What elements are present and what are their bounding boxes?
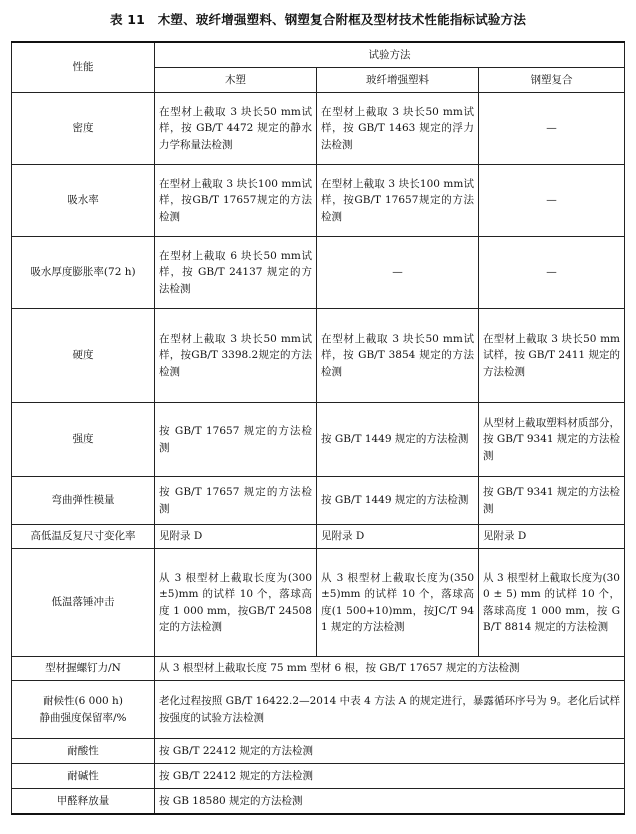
- table-row: [12, 739, 625, 764]
- test-method-table: [11, 41, 625, 815]
- steel-method-cell: —: [479, 237, 625, 309]
- property-cell: 强度: [12, 403, 155, 477]
- fiber-method-cell: 从 3 根型材上截取长度为(350±5)mm 的试样 10 个，落球高度(1 500+10)mm，按JC/T 941 规定的方法检测: [317, 549, 479, 657]
- property-cell: 耐酸性: [12, 739, 155, 764]
- property-cell: 吸水率: [12, 165, 155, 237]
- header-wood: 木塑: [155, 68, 317, 93]
- table-row: [12, 764, 625, 789]
- header-method: 试验方法: [155, 42, 625, 68]
- wood-method-cell: 按 GB/T 17657 规定的方法检测: [155, 403, 317, 477]
- table-row: [12, 309, 625, 403]
- header-fiber: 玻纤增强塑料: [317, 68, 479, 93]
- wood-method-cell: 按 GB/T 17657 规定的方法检测: [155, 477, 317, 525]
- wood-method-cell: 在型材上截取 6 块长50 mm试样，按 GB/T 24137 规定的方法检测: [155, 237, 317, 309]
- header-row-1: [12, 42, 625, 68]
- property-line: 耐候性(6 000 h): [43, 695, 123, 708]
- wood-method-cell: 在型材上截取 3 块长50 mm试样，按 GB/T 4472 规定的静水力学称量法检测: [155, 93, 317, 165]
- table-row: [12, 681, 625, 739]
- wood-method-cell: 从 3 根型材上截取长度为(300±5)mm 的试样 10 个，落球高度 1 000 mm，按GB/T 24508定的方法检测: [155, 549, 317, 657]
- fiber-method-cell: 在型材上截取 3 块长50 mm试样，按 GB/T 3854 规定的方法检测: [317, 309, 479, 403]
- property-cell: 高低温反复尺寸变化率: [12, 525, 155, 549]
- steel-method-cell: —: [479, 165, 625, 237]
- property-cell: [12, 681, 155, 739]
- steel-method-cell: 在型材上截取 3 块长50 mm 试样，按 GB/T 2411 规定的方法检测: [479, 309, 625, 403]
- fiber-method-cell: 在型材上截取 3 块长50 mm试样，按 GB/T 1463 规定的浮力法检测: [317, 93, 479, 165]
- wood-method-cell: 见附录 D: [155, 525, 317, 549]
- fiber-method-cell: —: [317, 237, 479, 309]
- property-cell: 型材握螺钉力/N: [12, 657, 155, 681]
- table-row: [12, 165, 625, 237]
- table-row: [12, 525, 625, 549]
- fiber-method-cell: 按 GB/T 1449 规定的方法检测: [317, 403, 479, 477]
- property-line: 静曲强度保留率/%: [39, 711, 127, 724]
- table-row: [12, 657, 625, 681]
- table-row: [12, 549, 625, 657]
- wood-method-cell: 在型材上截取 3 块长100 mm试样，按GB/T 17657规定的方法检测: [155, 165, 317, 237]
- property-cell: 甲醛释放量: [12, 789, 155, 814]
- property-cell: 密度: [12, 93, 155, 165]
- table-row: [12, 789, 625, 814]
- table-row: [12, 403, 625, 477]
- fiber-method-cell: 在型材上截取 3 块长100 mm试样，按GB/T 17657规定的方法检测: [317, 165, 479, 237]
- merged-method-cell: 按 GB 18580 规定的方法检测: [155, 789, 625, 814]
- wood-method-cell: 在型材上截取 3 块长50 mm试样，按GB/T 3398.2规定的方法检测: [155, 309, 317, 403]
- property-cell: 硬度: [12, 309, 155, 403]
- property-cell: 低温落锤冲击: [12, 549, 155, 657]
- merged-method-cell: 老化过程按照 GB/T 16422.2—2014 中表 4 方法 A 的规定进行，暴露循环序号为 9。老化后试样按强度的试验方法检测: [155, 681, 625, 739]
- steel-method-cell: 见附录 D: [479, 525, 625, 549]
- steel-method-cell: 按 GB/T 9341 规定的方法检测: [479, 477, 625, 525]
- steel-method-cell: 从型材上截取塑料材质部分，按 GB/T 9341 规定的方法检测: [479, 403, 625, 477]
- merged-method-cell: 按 GB/T 22412 规定的方法检测: [155, 739, 625, 764]
- table-row: [12, 93, 625, 165]
- table-row: [12, 237, 625, 309]
- fiber-method-cell: 见附录 D: [317, 525, 479, 549]
- steel-method-cell: 从 3 根型材上截取长度为(300 ± 5) mm 的试样 10 个，落球高度 1 000 mm，按 GB/T 8814 规定的方法检测: [479, 549, 625, 657]
- table-caption: 表 11 木塑、玻纤增强塑料、钢塑复合附框及型材技术性能指标试验方法: [109, 12, 527, 27]
- steel-method-cell: —: [479, 93, 625, 165]
- merged-method-cell: 从 3 根型材上截取长度 75 mm 型材 6 根，按 GB/T 17657 规定的方法检测: [155, 657, 625, 681]
- property-cell: 耐碱性: [12, 764, 155, 789]
- property-cell: 弯曲弹性模量: [12, 477, 155, 525]
- table-row: [12, 477, 625, 525]
- property-cell: 吸水厚度膨胀率(72 h): [12, 237, 155, 309]
- header-steel: 钢塑复合: [479, 68, 625, 93]
- merged-method-cell: 按 GB/T 22412 规定的方法检测: [155, 764, 625, 789]
- header-property: 性能: [12, 42, 155, 93]
- fiber-method-cell: 按 GB/T 1449 规定的方法检测: [317, 477, 479, 525]
